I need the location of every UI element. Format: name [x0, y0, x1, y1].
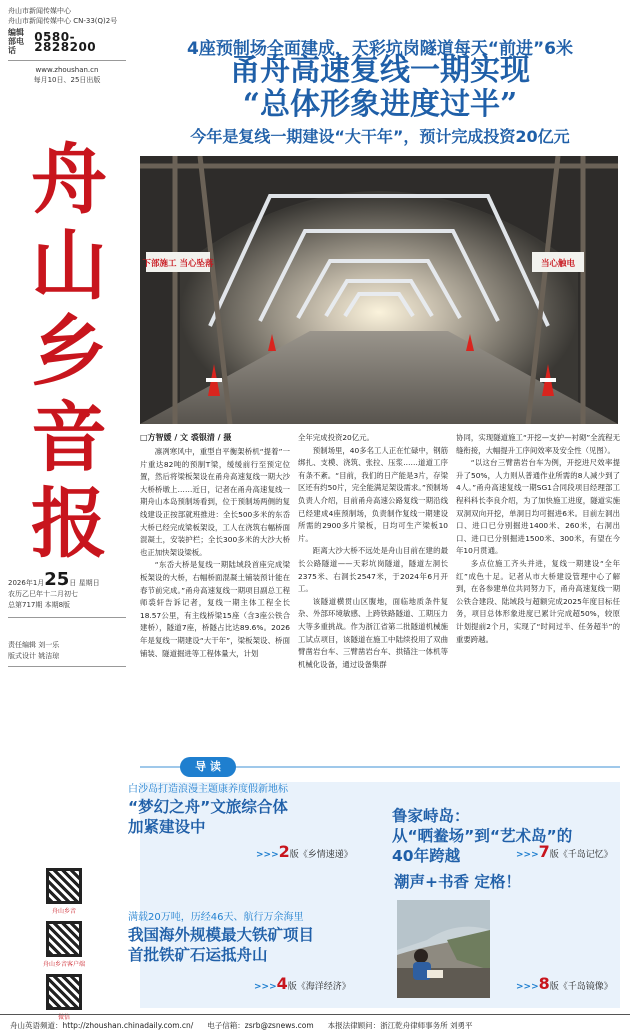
- main-headline-line1: 甬舟高速复线一期实现: [230, 53, 530, 88]
- qr-label: 舟山乡音: [51, 908, 76, 915]
- designer-line: 版式设计 姚洁琼: [8, 652, 60, 660]
- publish-schedule: 每月10日、25日出版: [33, 76, 101, 84]
- footer: [0, 1014, 630, 1036]
- guide-label: 导 读: [180, 757, 236, 777]
- newspaper-name: [14, 135, 124, 568]
- photo-sign-left: 下部施工 当心坠落: [142, 259, 214, 269]
- name-char: 乡: [31, 307, 107, 396]
- editorial-phone: 0580-2828200: [34, 29, 97, 54]
- qr-code-icon[interactable]: [46, 921, 82, 957]
- name-char: 山: [31, 221, 107, 310]
- article-paragraph: “东岙大桥是复线一期陆域段首座完成梁板架设的大桥，右幅桥面混凝土铺装预计能在春节前完成。”甬舟高速复线一期项目副总工程师裘轩告诉记者，复线一期主体工程全长18.57公里，有主线桥梁15座（含3座公铁合建桥），隧道7座，桥隧占比达89.6%。2026年是复线一期建设“大干年”，梁板架设、桥面铺装、隧道掘进等工程体量大，计划: [140, 560, 290, 658]
- main-headline: [140, 54, 620, 122]
- divider: [8, 617, 126, 618]
- pre-headline: 4座预制场全面建成，天彩坑岗隧道每天“前进”6米: [186, 39, 573, 59]
- article-paragraph: 距离大沙大桥不远处是舟山目前在建的最长公路隧道——天彩坑岗隧道，隧道左洞长2375米、右洞长2547米，于2024年6月开工。: [298, 546, 448, 594]
- tunnel-photo: [140, 156, 618, 424]
- page-number: 8: [538, 974, 550, 993]
- guide-ref-1[interactable]: [256, 842, 353, 861]
- article-paragraph: 预制场里，40多名工人正在忙碌中，钢筋绑扎、支模、浇筑、张拉、压浆……道道工序有条不紊。“目前，我们的日产能是3片，存梁区还有约50片，完全能满足架设需求。”预制场负责人介绍，目前甬舟高速公路复线一期沿线已经建成4座预制场，负责制作复线一期建设所需的2900多片梁板，日均可生产梁板10片。: [298, 445, 448, 543]
- guide-title: 首批铁矿石运抵舟山: [128, 946, 268, 964]
- qr-code-icon[interactable]: [46, 974, 82, 1010]
- article-paragraph: 该隧道横贯山区腹地，面临地质条件复杂、外部环境敏感、上跨铁路隧道、工期压力大等多重挑战。作为浙江省第二批隧道机械施工试点项目，该隧道在施工中陆续投用了双曲臂凿岩台车、三臂凿岩台车、拱锚注一体机等机械化设备，通过设备集群: [298, 596, 448, 669]
- guide-title: “梦幻之舟”文旅综合体: [128, 798, 288, 816]
- divider: [8, 666, 126, 667]
- main-headline-line2: “总体形象进度过半”: [242, 87, 518, 122]
- reading-child-photo: [397, 900, 490, 998]
- arrow-icon: >>>: [516, 850, 539, 860]
- page-number: 7: [538, 842, 550, 861]
- name-char: 音: [31, 393, 107, 482]
- guide-item-3[interactable]: [128, 908, 384, 965]
- qr-codes: [40, 868, 88, 1027]
- arrow-icon: >>>: [254, 982, 277, 992]
- qr-label: 微信: [57, 1014, 70, 1021]
- qr-label: 舟山乡音客户端: [42, 961, 85, 968]
- footer-website[interactable]: 舟山英语频道：http://zhoushan.chinadaily.com.cn/: [10, 1021, 194, 1030]
- page-ref: 版《千岛记忆》: [549, 850, 613, 860]
- guide-title: 鲁家峙岛：: [392, 807, 470, 825]
- article-paragraph: 全年完成投资20亿元。: [298, 433, 374, 442]
- footer-legal: 本报法律顾问：浙江乾舟律师事务所 刘勇平: [327, 1021, 473, 1030]
- guide-ref-2[interactable]: [516, 842, 613, 861]
- sub-headline: 今年是复线一期建设“大干年”，预计完成投资20亿元: [190, 127, 570, 146]
- page-ref: 版《海洋经济》: [287, 982, 351, 992]
- arrow-icon: >>>: [256, 850, 279, 860]
- dateline: [8, 569, 126, 618]
- article-column-3: [456, 432, 620, 754]
- lunar-date: 农历乙巳年十二月初七: [8, 590, 78, 598]
- page-ref: 版《乡情速递》: [289, 850, 353, 860]
- article-paragraph: “以这台三臂凿岩台车为例，开挖进尺效率提升了50%，人力则从普通作业所需的8人减少到了4人。”甬舟高速复线一期SG1合同段项目经理部工程科科长李良介绍，为了加快施工进度，隧道实施双洞双向开挖，单洞日均可掘进6米。目前左洞出口、进口已分别掘进1400米、260米，右洞出口、进口已分别掘进1500米、300米，有望在今年10月贯通。: [456, 458, 620, 556]
- page-ref: 版《千岛镜像》: [549, 982, 613, 992]
- guide-item-1[interactable]: [128, 780, 376, 837]
- article-paragraph: 协同，实现隧道施工“开挖—支护—衬砌”全流程无缝衔接，大幅提升工序间效率及安全性（见图）。: [456, 433, 620, 455]
- guide-ref-4[interactable]: [516, 974, 613, 993]
- issue-number: 总第717期 本期8版: [8, 601, 71, 609]
- guide-item-4-title[interactable]: 潮声+书香 定格！: [394, 873, 521, 891]
- date-year-month: 2026年1月: [8, 579, 45, 587]
- guide-ref-3[interactable]: [254, 974, 351, 993]
- guide-kicker: 满载20万吨，历经46天、航行万余海里: [128, 912, 304, 923]
- masthead-info: [8, 6, 126, 85]
- editorial-label: 编辑部电话: [8, 28, 24, 55]
- guide-title: 我国海外规模最大铁矿项目: [128, 926, 315, 944]
- page-number: 2: [278, 842, 290, 861]
- masthead-license: 舟山市新闻传媒中心 CN-33(Q)2号: [8, 17, 118, 25]
- article-column-1: [140, 446, 290, 754]
- name-char: 报: [31, 479, 107, 568]
- photo-sign-right: 当心触电: [540, 259, 576, 269]
- qr-code-icon[interactable]: [46, 868, 82, 904]
- article-column-2: [298, 432, 448, 754]
- footer-email[interactable]: 电子信箱：zsrb@zsnews.com: [207, 1021, 314, 1030]
- guide-title: 从“晒鲞场”到“艺术岛”的: [392, 827, 573, 845]
- arrow-icon: >>>: [516, 982, 539, 992]
- article-paragraph: 多点位施工齐头并进，复线一期建设“全年红”成色十足。记者从市大桥建设管理中心了解到，在各参建单位共同努力下，甬舟高速复线一期公铁合建段、陆域段与超额完成2025年度目标任务，项目总体形象进度已累计完成超50%，较原计划提前2个月，实现了“时间过半、任务超半”的重要跨越。: [456, 558, 620, 644]
- editor-line: 责任编辑 刘一乐: [8, 641, 60, 649]
- date-day: 25: [44, 569, 70, 590]
- masthead-org: 舟山市新闻传媒中心: [8, 7, 71, 15]
- editors: [8, 640, 126, 667]
- name-char: 舟: [31, 135, 107, 224]
- guide-kicker: 白沙岛打造浪漫主题康养度假新地标: [128, 784, 288, 795]
- date-suffix: 日 星期日: [69, 579, 100, 587]
- guide-title: 加紧建设中: [128, 818, 206, 836]
- page-number: 4: [276, 974, 288, 993]
- article-paragraph: 凛冽寒风中，重型自平衡架桥机“提着”一片重达82吨的预制T梁，缓缓前行至预定位置，然后将梁板架设在甬舟高速复线一期大沙大桥桥墩上……近日，记者在甬舟高速复线一期舟山本岛预制场看到，位于预制场两侧的复线建设正按部就班推进：全长500多米的东岙大桥已经完成梁板架设，工人在浇筑右幅桥面混凝土，安装护栏；全长300多米的大沙大桥也正加快架设梁板。: [140, 447, 290, 557]
- website[interactable]: www.zhoushan.cn: [8, 60, 126, 75]
- guide-title: 40年跨越: [392, 847, 461, 865]
- byline: □方智媛 / 文 裘银清 / 摄: [140, 433, 232, 442]
